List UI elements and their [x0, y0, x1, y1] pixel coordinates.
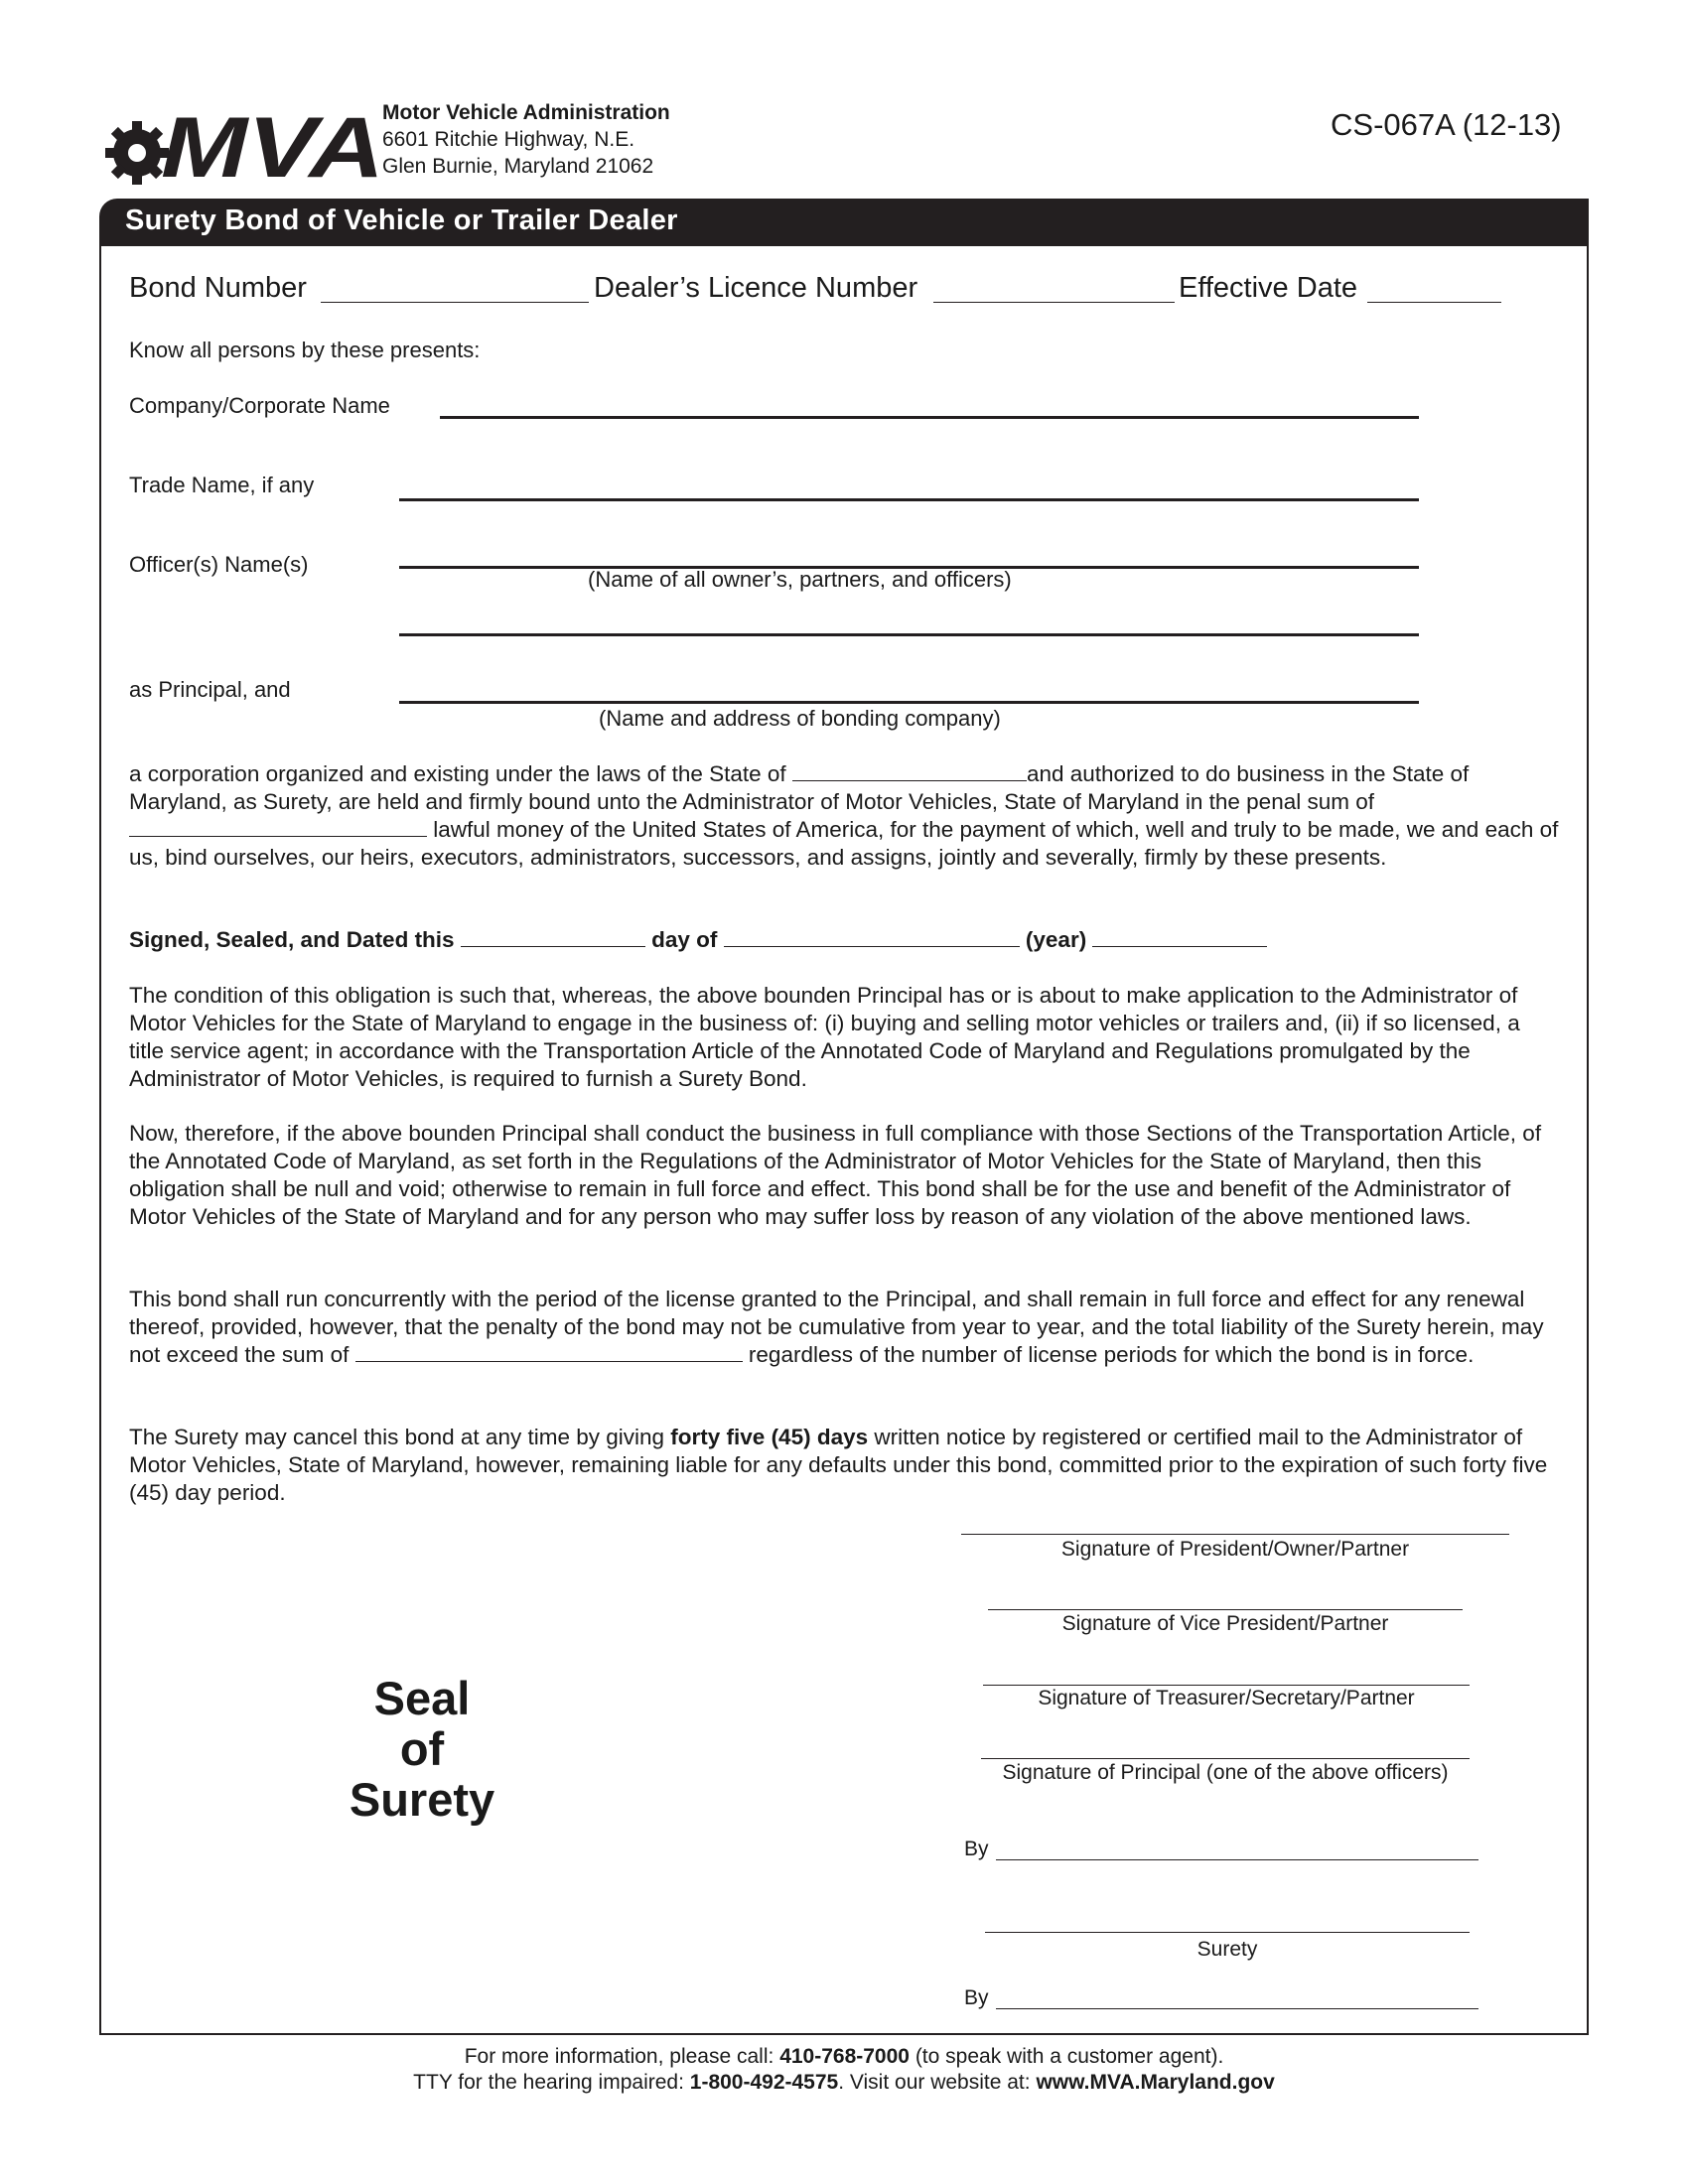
- agency-block: [382, 99, 670, 180]
- company-name-label: Company/Corporate Name: [129, 393, 390, 418]
- form-id: CS-067A (12-13): [1331, 107, 1562, 142]
- signed-year-field[interactable]: [1092, 926, 1267, 947]
- paragraph-now-therefore: Now, therefore, if the above bounden Principal shall conduct the business in full compliance with those Sections of the Transportation Article, of the Annotated Code of Maryland, as set forth in the Regulations of the Administrator of Motor Vehicles for the State of Maryland, then this obligation shall be null and void; otherwise to remain in full force and effect. This bond shall be for the use and benefit of the Administrator of Motor Vehicles of the State of Maryland and for any person who may suffer loss by reason of any violation of the above mentioned laws.: [129, 1121, 1542, 1229]
- agency-address-1: 6601 Ritchie Highway, N.E.: [382, 128, 635, 151]
- bonding-company-field[interactable]: [399, 701, 1419, 704]
- form-title: Surety Bond of Vehicle or Trailer Dealer: [125, 205, 678, 236]
- by-label-principal: By: [964, 1838, 989, 1860]
- year-label: (year): [1025, 927, 1087, 952]
- gear-icon: [105, 121, 169, 185]
- president-signature-caption: Signature of President/Owner/Partner: [1060, 1538, 1410, 1561]
- bond-number-field[interactable]: [321, 302, 589, 303]
- dealer-licence-field[interactable]: [933, 302, 1175, 303]
- know-all-text: Know all persons by these presents:: [129, 338, 481, 362]
- effective-date-field[interactable]: [1367, 302, 1501, 303]
- officers-name-label: Officer(s) Name(s): [129, 552, 309, 577]
- principal-label: as Principal, and: [129, 677, 291, 702]
- signed-month-field[interactable]: [724, 926, 1020, 947]
- paragraph-corporation: a corporation organized and existing under the laws of the State of and authorized to do business in the State of Maryland, as Surety, are held and firmly bound unto the Administrator of Motor Vehicles, State of Maryland in the penal sum of lawful money of the United States of America, for the payment of which, well and truly to be made, we and each of us, bind ourselves, our heirs, executors, administrators, successors, and assigns, jointly and severally, firmly by these presents.: [129, 761, 1559, 870]
- trade-name-field[interactable]: [399, 498, 1419, 501]
- effective-date-label: Effective Date: [1179, 272, 1358, 304]
- day-of-label: day of: [651, 927, 718, 952]
- treasurer-signature-line[interactable]: [983, 1685, 1470, 1686]
- footer-tty: TTY for the hearing impaired: 1-800-492-4575. Visit our website at: www.MVA.Maryland.gov: [413, 2071, 1275, 2094]
- seal-of-surety: [318, 1673, 526, 1825]
- vp-signature-line[interactable]: [988, 1609, 1463, 1610]
- company-name-field[interactable]: [440, 416, 1419, 419]
- penal-sum-field[interactable]: [129, 816, 427, 837]
- footer-info: For more information, please call: 410-768-7000 (to speak with a customer agent).: [464, 2045, 1224, 2068]
- officers-name-field-2[interactable]: [399, 633, 1419, 636]
- signed-row: [129, 926, 1267, 953]
- seal-line-1: Seal: [373, 1672, 471, 1724]
- bond-number-label: Bond Number: [129, 272, 307, 304]
- seal-line-3: Surety: [349, 1773, 495, 1826]
- state-field[interactable]: [792, 760, 1027, 781]
- liability-sum-field[interactable]: [355, 1341, 743, 1362]
- principal-signature-caption: Signature of Principal (one of the above officers): [1002, 1761, 1449, 1784]
- by-label-surety: By: [964, 1986, 989, 2009]
- mva-logo-text: MVA: [161, 100, 384, 185]
- surety-signature-caption: Surety: [1196, 1938, 1258, 1961]
- paragraph-concurrent: This bond shall run concurrently with the period of the license granted to the Principal, and shall remain in full force and effect for any renewal thereof, provided, however, that the penalty of the bond may not be cumulative from year to year, and the total liability of the Surety herein, may not exceed the sum of regardless of the number of license periods for which the bond is in force.: [129, 1287, 1544, 1367]
- vp-signature-caption: Signature of Vice President/Partner: [1061, 1612, 1389, 1635]
- mva-logo: [99, 95, 397, 185]
- signed-day-field[interactable]: [461, 926, 645, 947]
- website-link[interactable]: www.MVA.Maryland.gov: [1036, 2071, 1275, 2094]
- president-signature-line[interactable]: [961, 1534, 1509, 1535]
- title-bar: [99, 199, 1589, 246]
- treasurer-signature-caption: Signature of Treasurer/Secretary/Partner: [1038, 1687, 1415, 1709]
- surety-signature-line[interactable]: [985, 1932, 1470, 1933]
- by-principal-field[interactable]: [996, 1859, 1478, 1860]
- seal-line-2: of: [399, 1722, 445, 1775]
- officers-caption: (Name of all owner’s, partners, and officers): [588, 567, 1012, 592]
- paragraph-cancel: The Surety may cancel this bond at any time by giving forty five (45) days written notice by registered or certified mail to the Administrator of Motor Vehicles, State of Maryland, however, remaining liable for any defaults under this bond, committed prior to the expiration of such forty five (45) day period.: [129, 1425, 1548, 1505]
- agency-name: Motor Vehicle Administration: [382, 101, 670, 124]
- bonding-caption: (Name and address of bonding company): [599, 706, 1001, 731]
- dealer-licence-label: Dealer’s Licence Number: [594, 272, 918, 304]
- principal-signature-line[interactable]: [981, 1758, 1470, 1759]
- agency-address-2: Glen Burnie, Maryland 21062: [382, 155, 654, 178]
- trade-name-label: Trade Name, if any: [129, 473, 315, 497]
- paragraph-condition: The condition of this obligation is such that, whereas, the above bounden Principal has or is about to make application to the Administrator of Motor Vehicles for the State of Maryland to engage in the business of: (i) buying and selling motor vehicles or trailers and, (ii) if so licensed, a title service agent; in accordance with the Transportation Article of the Annotated Code of Maryland and Regulations promulgated by the Administrator of Motor Vehicles, is required to furnish a Surety Bond.: [129, 983, 1520, 1091]
- by-surety-field[interactable]: [996, 2008, 1478, 2009]
- signed-label: Signed, Sealed, and Dated this: [129, 927, 455, 952]
